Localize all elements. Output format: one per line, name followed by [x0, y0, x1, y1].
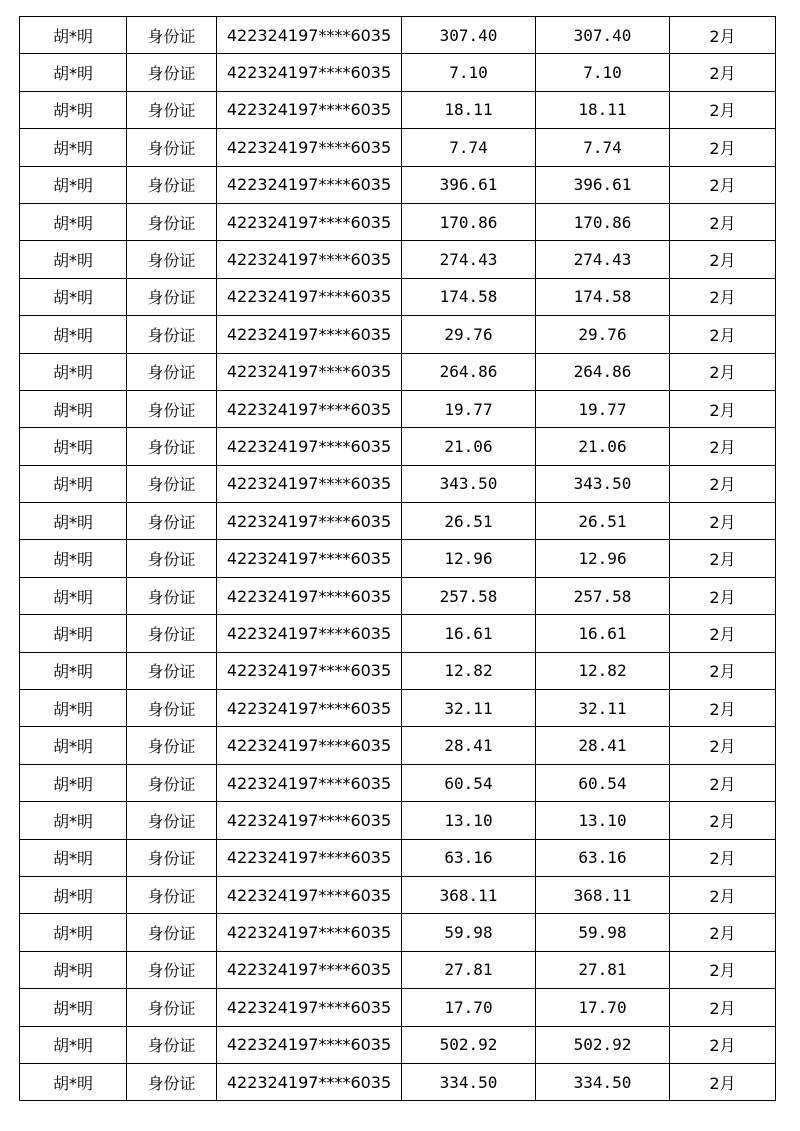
id-number-cell: 422324197****6035 — [217, 615, 402, 652]
table-row — [20, 764, 776, 801]
name-cell: 胡*明 — [20, 951, 127, 988]
name-cell: 胡*明 — [20, 876, 127, 913]
id-type-cell: 身份证 — [127, 989, 217, 1026]
month-cell: 2月 — [670, 876, 776, 913]
id-type-cell: 身份证 — [127, 465, 217, 502]
amount-paid-cell: 307.40 — [536, 17, 670, 54]
table-row — [20, 316, 776, 353]
month-cell: 2月 — [670, 802, 776, 839]
id-type-cell: 身份证 — [127, 241, 217, 278]
month-cell: 2月 — [670, 390, 776, 427]
id-number-cell: 422324197****6035 — [217, 690, 402, 727]
name-cell: 胡*明 — [20, 989, 127, 1026]
name-cell: 胡*明 — [20, 91, 127, 128]
name-cell: 胡*明 — [20, 839, 127, 876]
amount-cell: 27.81 — [402, 951, 536, 988]
name-cell: 胡*明 — [20, 764, 127, 801]
id-type-cell: 身份证 — [127, 129, 217, 166]
amount-paid-cell: 12.96 — [536, 540, 670, 577]
name-cell: 胡*明 — [20, 1063, 127, 1100]
amount-paid-cell: 334.50 — [536, 1063, 670, 1100]
month-cell: 2月 — [670, 353, 776, 390]
id-number-cell: 422324197****6035 — [217, 54, 402, 91]
amount-paid-cell: 26.51 — [536, 503, 670, 540]
name-cell: 胡*明 — [20, 914, 127, 951]
id-type-cell: 身份证 — [127, 764, 217, 801]
id-number-cell: 422324197****6035 — [217, 129, 402, 166]
table-row — [20, 615, 776, 652]
amount-cell: 264.86 — [402, 353, 536, 390]
month-cell: 2月 — [670, 316, 776, 353]
amount-cell: 7.10 — [402, 54, 536, 91]
id-number-cell: 422324197****6035 — [217, 652, 402, 689]
id-number-cell: 422324197****6035 — [217, 802, 402, 839]
name-cell: 胡*明 — [20, 316, 127, 353]
table-row — [20, 166, 776, 203]
amount-paid-cell: 502.92 — [536, 1026, 670, 1063]
month-cell: 2月 — [670, 839, 776, 876]
name-cell: 胡*明 — [20, 1026, 127, 1063]
name-cell: 胡*明 — [20, 690, 127, 727]
table-row — [20, 54, 776, 91]
amount-paid-cell: 59.98 — [536, 914, 670, 951]
id-number-cell: 422324197****6035 — [217, 1063, 402, 1100]
id-number-cell: 422324197****6035 — [217, 241, 402, 278]
id-type-cell: 身份证 — [127, 428, 217, 465]
amount-cell: 26.51 — [402, 503, 536, 540]
amount-cell: 12.96 — [402, 540, 536, 577]
id-type-cell: 身份证 — [127, 615, 217, 652]
amount-cell: 368.11 — [402, 876, 536, 913]
name-cell: 胡*明 — [20, 54, 127, 91]
id-type-cell: 身份证 — [127, 54, 217, 91]
month-cell: 2月 — [670, 690, 776, 727]
amount-paid-cell: 264.86 — [536, 353, 670, 390]
amount-paid-cell: 16.61 — [536, 615, 670, 652]
table-row — [20, 503, 776, 540]
month-cell: 2月 — [670, 951, 776, 988]
amount-cell: 502.92 — [402, 1026, 536, 1063]
name-cell: 胡*明 — [20, 17, 127, 54]
amount-paid-cell: 32.11 — [536, 690, 670, 727]
amount-paid-cell: 7.10 — [536, 54, 670, 91]
amount-paid-cell: 21.06 — [536, 428, 670, 465]
name-cell: 胡*明 — [20, 540, 127, 577]
table-row — [20, 390, 776, 427]
month-cell: 2月 — [670, 278, 776, 315]
id-number-cell: 422324197****6035 — [217, 203, 402, 240]
table-row — [20, 914, 776, 951]
month-cell: 2月 — [670, 577, 776, 614]
month-cell: 2月 — [670, 428, 776, 465]
table-row — [20, 1026, 776, 1063]
amount-paid-cell: 368.11 — [536, 876, 670, 913]
id-type-cell: 身份证 — [127, 1063, 217, 1100]
amount-cell: 396.61 — [402, 166, 536, 203]
amount-paid-cell: 257.58 — [536, 577, 670, 614]
table-row — [20, 129, 776, 166]
amount-cell: 32.11 — [402, 690, 536, 727]
id-type-cell: 身份证 — [127, 577, 217, 614]
month-cell: 2月 — [670, 764, 776, 801]
name-cell: 胡*明 — [20, 241, 127, 278]
amount-paid-cell: 13.10 — [536, 802, 670, 839]
name-cell: 胡*明 — [20, 503, 127, 540]
id-type-cell: 身份证 — [127, 652, 217, 689]
id-number-cell: 422324197****6035 — [217, 1026, 402, 1063]
id-number-cell: 422324197****6035 — [217, 727, 402, 764]
id-number-cell: 422324197****6035 — [217, 353, 402, 390]
amount-paid-cell: 17.70 — [536, 989, 670, 1026]
id-type-cell: 身份证 — [127, 91, 217, 128]
name-cell: 胡*明 — [20, 203, 127, 240]
amount-cell: 334.50 — [402, 1063, 536, 1100]
table-row — [20, 876, 776, 913]
table-row — [20, 652, 776, 689]
month-cell: 2月 — [670, 166, 776, 203]
amount-cell: 7.74 — [402, 129, 536, 166]
id-type-cell: 身份证 — [127, 690, 217, 727]
id-number-cell: 422324197****6035 — [217, 91, 402, 128]
month-cell: 2月 — [670, 989, 776, 1026]
amount-paid-cell: 174.58 — [536, 278, 670, 315]
id-number-cell: 422324197****6035 — [217, 278, 402, 315]
table-row — [20, 727, 776, 764]
table-row — [20, 353, 776, 390]
month-cell: 2月 — [670, 241, 776, 278]
amount-cell: 274.43 — [402, 241, 536, 278]
id-type-cell: 身份证 — [127, 203, 217, 240]
month-cell: 2月 — [670, 203, 776, 240]
month-cell: 2月 — [670, 503, 776, 540]
amount-paid-cell: 27.81 — [536, 951, 670, 988]
month-cell: 2月 — [670, 465, 776, 502]
amount-paid-cell: 28.41 — [536, 727, 670, 764]
amount-cell: 59.98 — [402, 914, 536, 951]
amount-cell: 16.61 — [402, 615, 536, 652]
table-row — [20, 577, 776, 614]
name-cell: 胡*明 — [20, 353, 127, 390]
id-type-cell: 身份证 — [127, 914, 217, 951]
id-number-cell: 422324197****6035 — [217, 577, 402, 614]
id-type-cell: 身份证 — [127, 876, 217, 913]
id-type-cell: 身份证 — [127, 839, 217, 876]
amount-cell: 12.82 — [402, 652, 536, 689]
month-cell: 2月 — [670, 540, 776, 577]
payment-table-body — [20, 17, 776, 1101]
amount-paid-cell: 18.11 — [536, 91, 670, 128]
month-cell: 2月 — [670, 17, 776, 54]
name-cell: 胡*明 — [20, 465, 127, 502]
id-number-cell: 422324197****6035 — [217, 764, 402, 801]
month-cell: 2月 — [670, 54, 776, 91]
id-type-cell: 身份证 — [127, 353, 217, 390]
id-number-cell: 422324197****6035 — [217, 989, 402, 1026]
id-type-cell: 身份证 — [127, 1026, 217, 1063]
amount-paid-cell: 7.74 — [536, 129, 670, 166]
table-row — [20, 17, 776, 54]
id-type-cell: 身份证 — [127, 951, 217, 988]
id-number-cell: 422324197****6035 — [217, 876, 402, 913]
id-number-cell: 422324197****6035 — [217, 316, 402, 353]
month-cell: 2月 — [670, 615, 776, 652]
amount-cell: 174.58 — [402, 278, 536, 315]
id-type-cell: 身份证 — [127, 727, 217, 764]
id-type-cell: 身份证 — [127, 390, 217, 427]
amount-cell: 63.16 — [402, 839, 536, 876]
table-row — [20, 839, 776, 876]
amount-paid-cell: 343.50 — [536, 465, 670, 502]
table-row — [20, 465, 776, 502]
table-row — [20, 428, 776, 465]
name-cell: 胡*明 — [20, 615, 127, 652]
id-number-cell: 422324197****6035 — [217, 540, 402, 577]
name-cell: 胡*明 — [20, 802, 127, 839]
name-cell: 胡*明 — [20, 652, 127, 689]
name-cell: 胡*明 — [20, 390, 127, 427]
amount-cell: 343.50 — [402, 465, 536, 502]
id-number-cell: 422324197****6035 — [217, 839, 402, 876]
amount-paid-cell: 63.16 — [536, 839, 670, 876]
amount-paid-cell: 274.43 — [536, 241, 670, 278]
table-row — [20, 203, 776, 240]
amount-cell: 29.76 — [402, 316, 536, 353]
id-type-cell: 身份证 — [127, 503, 217, 540]
table-row — [20, 690, 776, 727]
amount-cell: 307.40 — [402, 17, 536, 54]
id-number-cell: 422324197****6035 — [217, 465, 402, 502]
month-cell: 2月 — [670, 129, 776, 166]
amount-paid-cell: 19.77 — [536, 390, 670, 427]
name-cell: 胡*明 — [20, 727, 127, 764]
amount-cell: 17.70 — [402, 989, 536, 1026]
amount-cell: 60.54 — [402, 764, 536, 801]
name-cell: 胡*明 — [20, 166, 127, 203]
id-type-cell: 身份证 — [127, 166, 217, 203]
amount-paid-cell: 396.61 — [536, 166, 670, 203]
amount-cell: 21.06 — [402, 428, 536, 465]
name-cell: 胡*明 — [20, 577, 127, 614]
id-type-cell: 身份证 — [127, 17, 217, 54]
name-cell: 胡*明 — [20, 428, 127, 465]
id-number-cell: 422324197****6035 — [217, 166, 402, 203]
table-row — [20, 241, 776, 278]
amount-cell: 19.77 — [402, 390, 536, 427]
name-cell: 胡*明 — [20, 278, 127, 315]
amount-paid-cell: 60.54 — [536, 764, 670, 801]
amount-cell: 257.58 — [402, 577, 536, 614]
amount-cell: 170.86 — [402, 203, 536, 240]
amount-cell: 13.10 — [402, 802, 536, 839]
amount-paid-cell: 12.82 — [536, 652, 670, 689]
amount-paid-cell: 170.86 — [536, 203, 670, 240]
table-row — [20, 802, 776, 839]
month-cell: 2月 — [670, 727, 776, 764]
amount-paid-cell: 29.76 — [536, 316, 670, 353]
id-type-cell: 身份证 — [127, 316, 217, 353]
payment-table — [19, 16, 776, 1101]
id-type-cell: 身份证 — [127, 540, 217, 577]
table-row — [20, 951, 776, 988]
amount-cell: 28.41 — [402, 727, 536, 764]
id-type-cell: 身份证 — [127, 278, 217, 315]
table-row — [20, 278, 776, 315]
id-type-cell: 身份证 — [127, 802, 217, 839]
id-number-cell: 422324197****6035 — [217, 503, 402, 540]
month-cell: 2月 — [670, 652, 776, 689]
table-row — [20, 540, 776, 577]
month-cell: 2月 — [670, 1026, 776, 1063]
name-cell: 胡*明 — [20, 129, 127, 166]
table-row — [20, 1063, 776, 1100]
id-number-cell: 422324197****6035 — [217, 951, 402, 988]
month-cell: 2月 — [670, 1063, 776, 1100]
id-number-cell: 422324197****6035 — [217, 17, 402, 54]
id-number-cell: 422324197****6035 — [217, 390, 402, 427]
month-cell: 2月 — [670, 91, 776, 128]
table-row — [20, 989, 776, 1026]
id-number-cell: 422324197****6035 — [217, 914, 402, 951]
month-cell: 2月 — [670, 914, 776, 951]
id-number-cell: 422324197****6035 — [217, 428, 402, 465]
table-row — [20, 91, 776, 128]
amount-cell: 18.11 — [402, 91, 536, 128]
